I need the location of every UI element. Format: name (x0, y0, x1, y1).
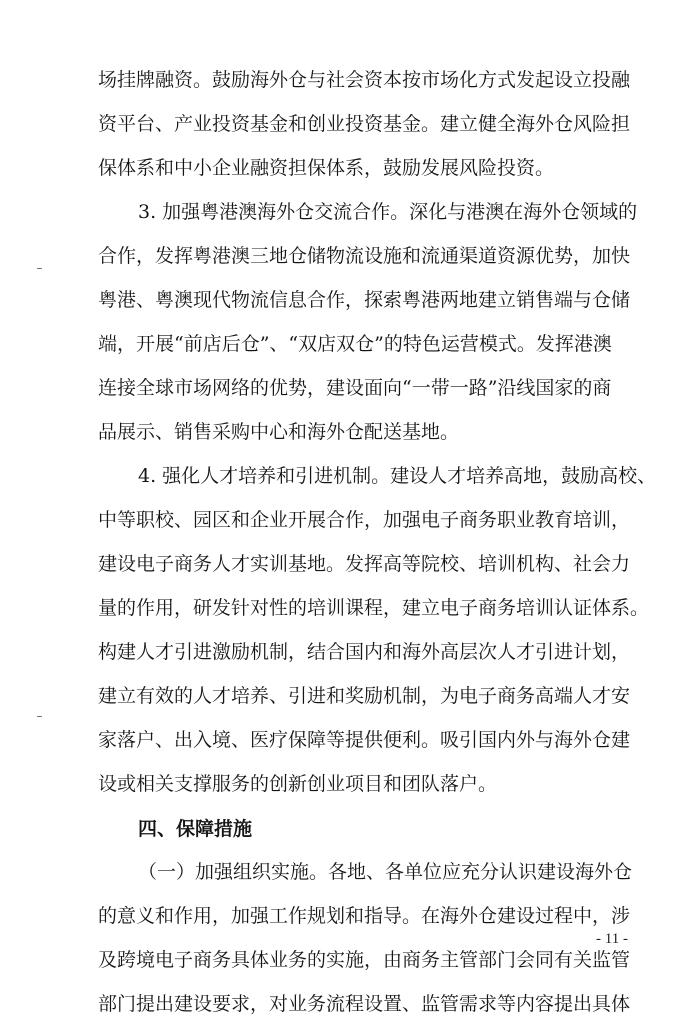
heading-text: 四、保障措施 (138, 818, 253, 840)
line-text: 连接全球市场网络的优势，建设面向“一带一路”沿线国家的商 (98, 377, 612, 399)
line-text: 场挂牌融资。鼓励海外仓与社会资本按市场化方式发起设立投融 (98, 69, 631, 91)
line-text: 建立有效的人才培养、引进和奖励机制，为电子商务高端人才安 (98, 685, 631, 707)
margin-tick-mark (37, 268, 42, 269)
line-text: 量的作用，研发针对性的培训课程，建立电子商务培训认证体系。 (98, 597, 650, 619)
line-text: 3. 加强粤港澳海外仓交流合作。深化与港澳在海外仓领域的 (138, 201, 638, 223)
line-text: 的意义和作用，加强工作规划和指导。在海外仓建设过程中，涉 (98, 905, 631, 927)
line-text: 合作，发挥粤港澳三地仓储物流设施和流通渠道资源优势，加快 (98, 245, 631, 267)
line-text: 中等职校、园区和企业开展合作，加强电子商务职业教育培训， (98, 509, 631, 531)
line-text: 构建人才引进激励机制，结合国内和海外高层次人才引进计划， (98, 641, 631, 663)
line-text: 品展示、销售采购中心和海外仓配送基地。 (98, 421, 460, 443)
line-text: 设或相关支撑服务的创新创业项目和团队落户。 (98, 773, 498, 795)
line-text: 端，开展“前店后仓”、“双店双仓”的特色运营模式。发挥港澳 (98, 333, 612, 355)
line-text: 建设电子商务人才实训基地。发挥高等院校、培训机构、社会力 (98, 553, 631, 575)
margin-tick-mark (37, 716, 42, 717)
line-text: 部门提出建设要求，对业务流程设置、监管需求等内容提出具体 (98, 993, 631, 1015)
line-text: 及跨境电子商务具体业务的实施，由商务主管部门会同有关监管 (98, 949, 631, 971)
line-text: （一）加强组织实施。各地、各单位应充分认识建设海外仓 (138, 861, 633, 883)
line-text: 保体系和中小企业融资担保体系，鼓励发展风险投资。 (98, 157, 555, 179)
line-text: 4. 强化人才培养和引进机制。建设人才培养高地，鼓励高校、 (138, 465, 657, 487)
line-text: 粤港、粤澳现代物流信息合作，探索粤港两地建立销售端与仓储 (98, 289, 631, 311)
page-number: - 11 - (596, 931, 628, 947)
line-text: 家落户、出入境、医疗保障等提供便利。吸引国内外与海外仓建 (98, 729, 631, 751)
line-text: 资平台、产业投资基金和创业投资基金。建立健全海外仓风险担 (98, 113, 631, 135)
